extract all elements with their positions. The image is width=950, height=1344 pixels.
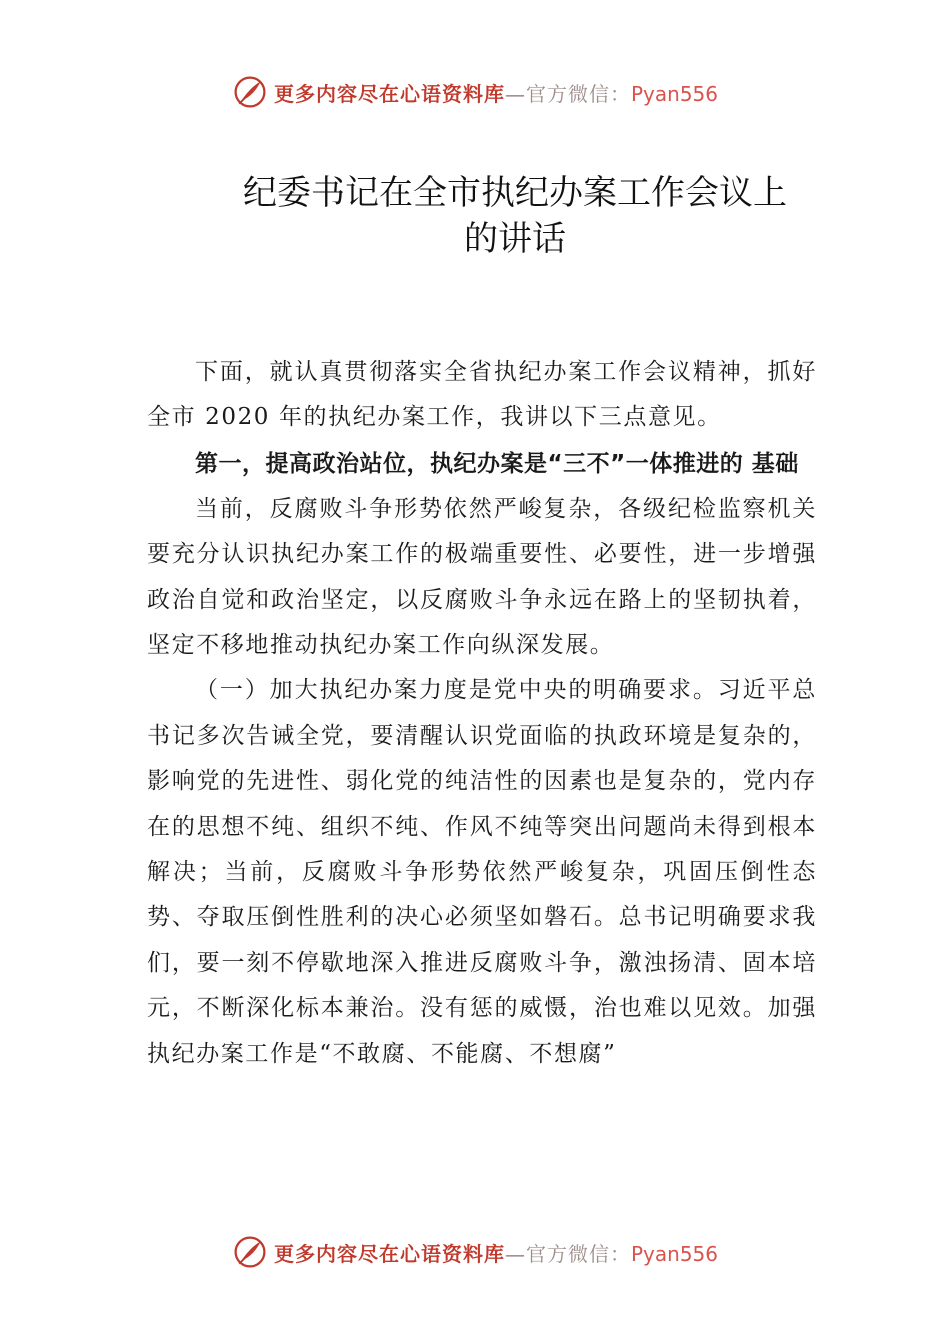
- body-paragraph-2: （一）加大执纪办案力度是党中央的明确要求。习近平总书记多次告诫全党，要清醒认识党面临的执政环境是复杂的，影响党的先进性、弱化党的纯洁性的因素也是复杂的，党内存在的思想不纯、组织不纯、作风不纯等突出问题尚未得到根本解决；当前，反腐败斗争形势依然严峻复杂，巩固压倒性态势、夺取压倒性胜利的决心必须坚如磐石。总书记明确要求我们，要一刻不停歇地深入推进反腐败斗争，激浊扬清、固本培元，不断深化标本兼治。没有惩的威慑，治也难以见效。加强执纪办案工作是“不敢腐、不能腐、不想腐”: [147, 677, 817, 1067]
- document-title: [150, 170, 880, 262]
- watermark-brand: 更多内容尽在心语资料库: [273, 1241, 505, 1266]
- watermark-brand: 更多内容尽在心语资料库: [273, 81, 505, 106]
- watermark-official-label: 官方微信：: [525, 81, 631, 106]
- watermark-wechat-id: Pyan556: [630, 81, 718, 106]
- intro-paragraph: 下面，就认真贯彻落实全省执纪办案工作会议精神，抓好全市 2020 年的执纪办案工作，我讲以下三点意见。: [147, 359, 817, 431]
- watermark-official-label: 官方微信：: [525, 1241, 631, 1266]
- feather-pen-logo-icon: [232, 74, 268, 110]
- feather-pen-logo-icon: [232, 1234, 268, 1270]
- footer-watermark: [0, 1232, 950, 1272]
- watermark-wechat-id: Pyan556: [630, 1241, 718, 1266]
- title-line-2: 的讲话: [464, 219, 566, 259]
- document-body: [147, 350, 817, 1077]
- watermark-dash: —: [504, 81, 526, 106]
- watermark-text: [274, 1238, 718, 1267]
- watermark-text: [274, 78, 718, 107]
- title-line-1: 纪委书记在全市执纪办案工作会议上: [243, 173, 787, 213]
- section-heading-1: 第一，提高政治站位，执纪办案是“三不”一体推进的 基础: [195, 450, 799, 477]
- header-watermark: [0, 72, 950, 112]
- body-paragraph-1: 当前，反腐败斗争形势依然严峻复杂，各级纪检监察机关要充分认识执纪办案工作的极端重要性、必要性，进一步增强政治自觉和政治坚定，以反腐败斗争永远在路上的坚韧执着，坚定不移地推动执纪办案工作向纵深发展。: [147, 495, 817, 659]
- watermark-dash: —: [504, 1241, 526, 1266]
